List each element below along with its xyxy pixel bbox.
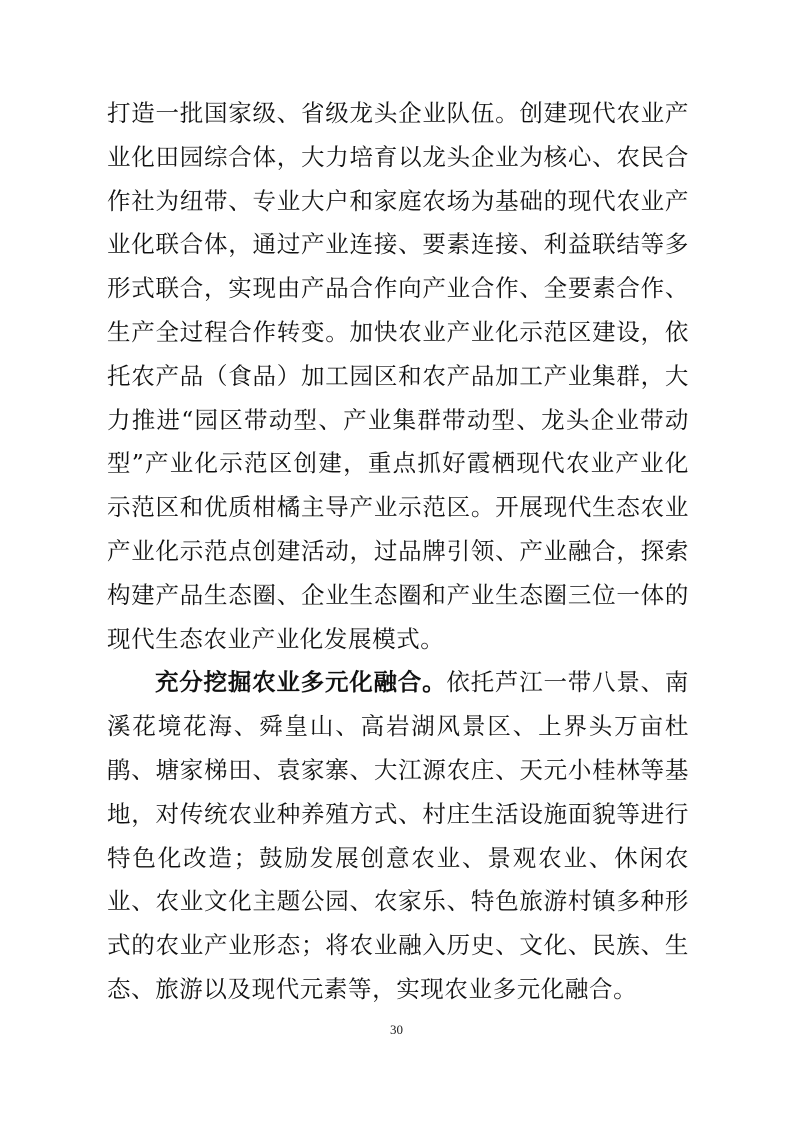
body-text (107, 92, 689, 1012)
paragraph-2 (107, 661, 689, 1011)
page-number: 30 (390, 1022, 403, 1037)
paragraph-1: 打造一批国家级、省级龙头企业队伍。创建现代农业产业化田园综合体，大力培育以龙头企业为核心、农民合作社为纽带、专业大户和家庭农场为基础的现代农业产业化联合体，通过产业连接、要素连接、利益联结等多形式联合，实现由产品合作向产业合作、全要素合作、生产全过程合作转变。加快农业产业化示范区建设，依托农产品（食品）加工园区和农产品加工产业集群，大力推进“园区带动型、产业集群带动型、龙头企业带动型”产业化示范区创建，重点抓好霞栖现代农业产业化示范区和优质柑橘主导产业示范区。开展现代生态农业产业化示范点创建活动，过品牌引领、产业融合，探索构建产品生态圈、企业生态圈和产业生态圈三位一体的现代生态农业产业化发展模式。 (107, 99, 689, 653)
paragraph-2-body: 依托芦江一带八景、南溪花境花海、舜皇山、高岩湖风景区、上界头万亩杜鹃、塘家梯田、袁家寨、大江源农庄、天元小桂林等基地，对传统农业种养殖方式、村庄生活设施面貌等进行特色化改造；鼓励发展创意农业、景观农业、休闲农业、农业文化主题公园、农家乐、特色旅游村镇多种形式的农业产业形态；将农业融入历史、文化、民族、生态、旅游以及现代元素等，实现农业多元化融合。 (107, 668, 690, 1003)
paragraph-2-lead: 充分挖掘农业多元化融合。 (155, 668, 447, 697)
